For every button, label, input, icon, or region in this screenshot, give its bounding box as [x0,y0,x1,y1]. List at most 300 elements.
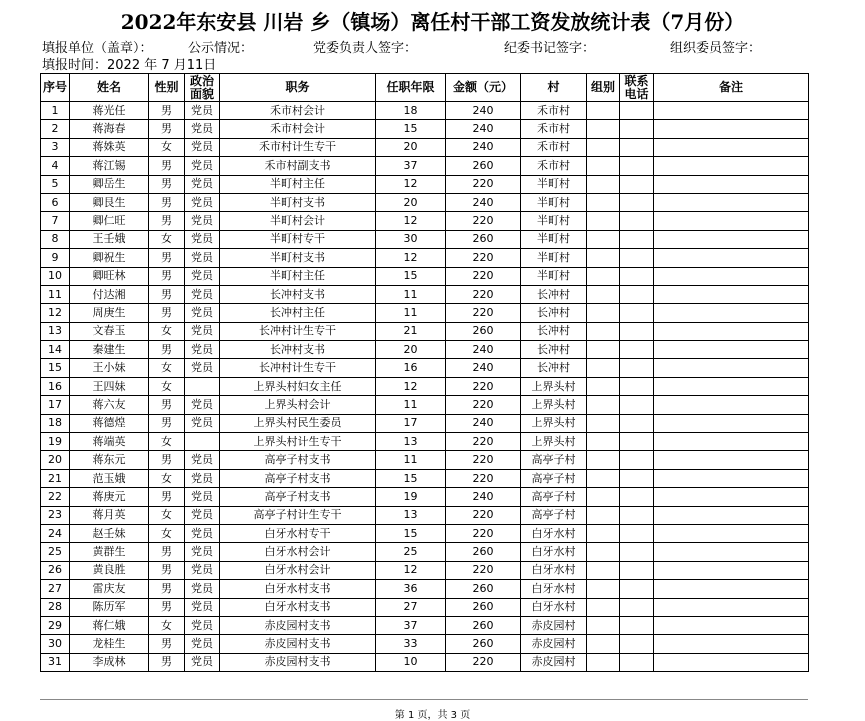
cell-tenure: 20 [376,341,446,359]
cell-name: 蒋端英 [70,433,149,451]
cell-village: 半町村 [521,267,587,285]
cell-gender: 男 [149,267,185,285]
cell-tenure: 36 [376,580,446,598]
cell-name: 付达湘 [70,285,149,303]
cell-group [587,249,620,267]
cell-amount: 240 [446,359,521,377]
cell-index: 25 [41,543,70,561]
cell-remarks [654,120,809,138]
cell-name: 雷庆友 [70,580,149,598]
cell-position: 赤皮园村支书 [220,635,376,653]
table-row [41,653,809,671]
cell-tenure: 11 [376,304,446,322]
cell-tenure: 13 [376,506,446,524]
cell-remarks [654,598,809,616]
cell-village: 赤皮园村 [521,616,587,634]
cell-amount: 240 [446,488,521,506]
cell-name: 黄良胜 [70,561,149,579]
cell-index: 8 [41,230,70,248]
cell-village: 高亭子村 [521,451,587,469]
cell-phone [620,561,654,579]
cell-amount: 220 [446,561,521,579]
cell-name: 秦建生 [70,341,149,359]
cell-phone [620,616,654,634]
cell-political: 党员 [185,267,220,285]
cell-tenure: 11 [376,285,446,303]
cell-tenure: 21 [376,322,446,340]
cell-gender: 男 [149,120,185,138]
cell-name: 蒋东元 [70,451,149,469]
cell-political: 党员 [185,414,220,432]
cell-name: 范玉娥 [70,469,149,487]
cell-amount: 240 [446,193,521,211]
cell-gender: 男 [149,488,185,506]
cell-phone [620,653,654,671]
cell-political: 党员 [185,561,220,579]
table-row [41,267,809,285]
cell-group [587,635,620,653]
table-row [41,598,809,616]
cell-village: 上界头村 [521,396,587,414]
cell-name: 蒋德煌 [70,414,149,432]
cell-remarks [654,285,809,303]
table-row [41,249,809,267]
cell-remarks [654,193,809,211]
cell-amount: 220 [446,506,521,524]
cell-remarks [654,230,809,248]
cell-village: 禾市村 [521,102,587,120]
cell-tenure: 12 [376,377,446,395]
cell-index: 4 [41,157,70,175]
cell-index: 10 [41,267,70,285]
cell-position: 上界头村民生委员 [220,414,376,432]
cell-group [587,433,620,451]
cell-group [587,341,620,359]
cell-remarks [654,653,809,671]
cell-phone [620,506,654,524]
cell-amount: 240 [446,138,521,156]
cell-phone [620,175,654,193]
cell-name: 蒋仁娥 [70,616,149,634]
cell-gender: 男 [149,451,185,469]
cell-position: 禾市村计生专干 [220,138,376,156]
table-row [41,359,809,377]
table-row [41,193,809,211]
cell-group [587,304,620,322]
cell-position: 禾市村会计 [220,102,376,120]
cell-phone [620,120,654,138]
cell-amount: 260 [446,322,521,340]
cell-phone [620,193,654,211]
cell-group [587,212,620,230]
cell-gender: 男 [149,653,185,671]
cell-gender: 女 [149,322,185,340]
page-title: 2022年东安县 川岩 乡（镇场）离任村干部工资发放统计表（7月份） [120,10,745,34]
cell-position: 白牙水村支书 [220,598,376,616]
table-row [41,543,809,561]
cell-gender: 男 [149,304,185,322]
cell-position: 半町村主任 [220,175,376,193]
cell-name: 黄群生 [70,543,149,561]
cell-remarks [654,322,809,340]
cell-tenure: 25 [376,543,446,561]
cell-tenure: 11 [376,396,446,414]
cell-tenure: 15 [376,267,446,285]
cell-amount: 220 [446,249,521,267]
cell-position: 半町村主任 [220,267,376,285]
cell-tenure: 15 [376,469,446,487]
cell-village: 高亭子村 [521,469,587,487]
cell-political: 党员 [185,138,220,156]
cell-gender: 女 [149,377,185,395]
cell-gender: 女 [149,433,185,451]
cell-group [587,120,620,138]
cell-name: 卿艮生 [70,193,149,211]
cell-gender: 男 [149,635,185,653]
cell-gender: 女 [149,616,185,634]
cell-amount: 240 [446,102,521,120]
cell-group [587,543,620,561]
cell-position: 白牙水村会计 [220,561,376,579]
cell-tenure: 12 [376,212,446,230]
table-row [41,451,809,469]
cell-village: 长冲村 [521,304,587,322]
cell-village: 赤皮园村 [521,635,587,653]
cell-index: 27 [41,580,70,598]
cell-tenure: 12 [376,175,446,193]
cell-index: 7 [41,212,70,230]
cell-political: 党员 [185,580,220,598]
table-row [41,616,809,634]
cell-remarks [654,359,809,377]
cell-index: 19 [41,433,70,451]
cell-group [587,506,620,524]
cell-position: 上界头村妇女主任 [220,377,376,395]
cell-name: 蒋月英 [70,506,149,524]
cell-group [587,414,620,432]
cell-name: 蒋六友 [70,396,149,414]
cell-name: 卿旺林 [70,267,149,285]
cell-remarks [654,175,809,193]
cell-phone [620,543,654,561]
cell-political: 党员 [185,304,220,322]
cell-remarks [654,561,809,579]
cell-gender: 男 [149,193,185,211]
page-number: 第 1 页，共 3 页 [394,710,471,721]
cell-group [587,157,620,175]
cell-group [587,377,620,395]
cell-group [587,598,620,616]
cell-village: 禾市村 [521,138,587,156]
cell-gender: 男 [149,157,185,175]
table-row [41,488,809,506]
cell-village: 白牙水村 [521,561,587,579]
cell-group [587,102,620,120]
cell-name: 蒋海春 [70,120,149,138]
cell-remarks [654,304,809,322]
cell-gender: 女 [149,138,185,156]
cell-village: 高亭子村 [521,488,587,506]
cell-village: 白牙水村 [521,598,587,616]
cell-group [587,469,620,487]
cell-village: 半町村 [521,175,587,193]
cell-amount: 260 [446,580,521,598]
col-header-position: 职务 [220,74,376,102]
cell-phone [620,304,654,322]
cell-amount: 220 [446,377,521,395]
cell-village: 长冲村 [521,322,587,340]
cell-political: 党员 [185,488,220,506]
cell-remarks [654,377,809,395]
cell-position: 长冲村计生专干 [220,322,376,340]
cell-name: 李成林 [70,653,149,671]
cell-group [587,524,620,542]
cell-group [587,267,620,285]
cell-remarks [654,524,809,542]
cell-group [587,359,620,377]
table-row [41,377,809,395]
cell-remarks [654,506,809,524]
cell-political: 党员 [185,212,220,230]
cell-phone [620,396,654,414]
cell-name: 王小妹 [70,359,149,377]
cell-index: 23 [41,506,70,524]
cell-political: 党员 [185,598,220,616]
party-leader-signature-label: 党委负责人签字： [313,41,418,56]
cell-remarks [654,102,809,120]
cell-tenure: 12 [376,561,446,579]
cell-position: 高亭子村支书 [220,469,376,487]
cell-position: 半町村支书 [220,249,376,267]
cell-phone [620,157,654,175]
col-header-gender: 性别 [149,74,185,102]
cell-tenure: 11 [376,451,446,469]
cell-political: 党员 [185,506,220,524]
cell-tenure: 19 [376,488,446,506]
cell-political [185,433,220,451]
cell-group [587,580,620,598]
cell-phone [620,635,654,653]
cell-village: 上界头村 [521,433,587,451]
cell-tenure: 13 [376,433,446,451]
cell-tenure: 16 [376,359,446,377]
cell-group [587,561,620,579]
cell-phone [620,341,654,359]
cell-amount: 220 [446,212,521,230]
table-row [41,285,809,303]
table-row [41,322,809,340]
cell-amount: 220 [446,304,521,322]
cell-political: 党员 [185,653,220,671]
cell-name: 蒋光任 [70,102,149,120]
cell-group [587,175,620,193]
cell-amount: 260 [446,543,521,561]
cell-name: 卿祝生 [70,249,149,267]
cell-amount: 240 [446,341,521,359]
cell-name: 王四妹 [70,377,149,395]
cell-index: 24 [41,524,70,542]
cell-tenure: 10 [376,653,446,671]
col-header-phone: 联系电话 [620,74,654,102]
cell-position: 禾市村副支书 [220,157,376,175]
cell-index: 18 [41,414,70,432]
col-header-tenure: 任职年限 [376,74,446,102]
cell-amount: 220 [446,524,521,542]
cell-amount: 220 [446,267,521,285]
cell-phone [620,524,654,542]
cell-amount: 220 [446,451,521,469]
cell-position: 高亭子村支书 [220,451,376,469]
table-row [41,414,809,432]
cell-political: 党员 [185,396,220,414]
cell-index: 13 [41,322,70,340]
cell-remarks [654,469,809,487]
col-header-index: 序号 [41,74,70,102]
cell-position: 长冲村支书 [220,285,376,303]
cell-phone [620,469,654,487]
cell-gender: 男 [149,285,185,303]
table-row [41,138,809,156]
cell-amount: 260 [446,598,521,616]
cell-amount: 260 [446,157,521,175]
cell-name: 陈历军 [70,598,149,616]
table-row [41,396,809,414]
cell-tenure: 30 [376,230,446,248]
cell-group [587,230,620,248]
cell-phone [620,359,654,377]
cell-gender: 男 [149,175,185,193]
cell-amount: 220 [446,433,521,451]
cell-name: 蒋江锡 [70,157,149,175]
cell-name: 卿仁旺 [70,212,149,230]
table-row [41,175,809,193]
cell-gender: 男 [149,414,185,432]
cell-position: 赤皮园村支书 [220,653,376,671]
table-row [41,157,809,175]
table-row [41,102,809,120]
cell-amount: 220 [446,175,521,193]
cell-amount: 260 [446,635,521,653]
cell-village: 长冲村 [521,285,587,303]
cell-name: 赵壬妹 [70,524,149,542]
cell-group [587,285,620,303]
cell-position: 上界头村计生专干 [220,433,376,451]
cell-amount: 260 [446,230,521,248]
cell-amount: 260 [446,616,521,634]
cell-tenure: 20 [376,138,446,156]
cell-phone [620,377,654,395]
cell-remarks [654,341,809,359]
cell-remarks [654,543,809,561]
cell-village: 长冲村 [521,359,587,377]
cell-group [587,138,620,156]
cell-phone [620,488,654,506]
col-header-political: 政治面貌 [185,74,220,102]
cell-remarks [654,616,809,634]
cell-remarks [654,396,809,414]
table-row [41,304,809,322]
cell-amount: 220 [446,653,521,671]
cell-village: 半町村 [521,212,587,230]
cell-name: 龙桂生 [70,635,149,653]
cell-index: 29 [41,616,70,634]
cell-index: 5 [41,175,70,193]
cell-group [587,193,620,211]
cell-gender: 男 [149,102,185,120]
cell-position: 半町村专干 [220,230,376,248]
cell-remarks [654,414,809,432]
cell-phone [620,138,654,156]
table-row [41,433,809,451]
table-row [41,635,809,653]
cell-tenure: 33 [376,635,446,653]
cell-group [587,322,620,340]
cell-tenure: 17 [376,414,446,432]
cell-political: 党员 [185,322,220,340]
cell-village: 白牙水村 [521,543,587,561]
cell-phone [620,451,654,469]
cell-phone [620,230,654,248]
cell-political: 党员 [185,249,220,267]
table-row [41,341,809,359]
cell-remarks [654,267,809,285]
cell-index: 22 [41,488,70,506]
cell-political: 党员 [185,524,220,542]
cell-gender: 女 [149,524,185,542]
cell-amount: 220 [446,396,521,414]
publicity-label: 公示情况： [188,41,254,56]
cell-gender: 女 [149,469,185,487]
cell-index: 9 [41,249,70,267]
cell-remarks [654,488,809,506]
org-member-signature-label: 组织委员签字： [670,41,762,56]
col-header-group: 组别 [587,74,620,102]
cell-village: 半町村 [521,249,587,267]
table-row [41,120,809,138]
table-row [41,524,809,542]
table-row [41,506,809,524]
cell-village: 赤皮园村 [521,653,587,671]
cell-remarks [654,157,809,175]
discipline-secretary-signature-label: 纪委书记签字： [504,41,596,56]
cell-village: 上界头村 [521,377,587,395]
cell-gender: 男 [149,249,185,267]
cell-position: 长冲村主任 [220,304,376,322]
cell-index: 3 [41,138,70,156]
cell-village: 半町村 [521,230,587,248]
cell-name: 蒋姝英 [70,138,149,156]
table-row [41,230,809,248]
cell-political: 党员 [185,616,220,634]
cell-group [587,653,620,671]
cell-phone [620,598,654,616]
cell-position: 高亭子村支书 [220,488,376,506]
cell-index: 1 [41,102,70,120]
cell-tenure: 18 [376,102,446,120]
cell-political: 党员 [185,635,220,653]
cell-gender: 男 [149,543,185,561]
cell-political: 党员 [185,543,220,561]
cell-name: 周庚生 [70,304,149,322]
salary-table [40,73,809,672]
cell-tenure: 12 [376,249,446,267]
cell-phone [620,267,654,285]
cell-name: 文春玉 [70,322,149,340]
cell-position: 高亭子村计生专干 [220,506,376,524]
cell-gender: 男 [149,341,185,359]
cell-amount: 220 [446,285,521,303]
cell-group [587,616,620,634]
